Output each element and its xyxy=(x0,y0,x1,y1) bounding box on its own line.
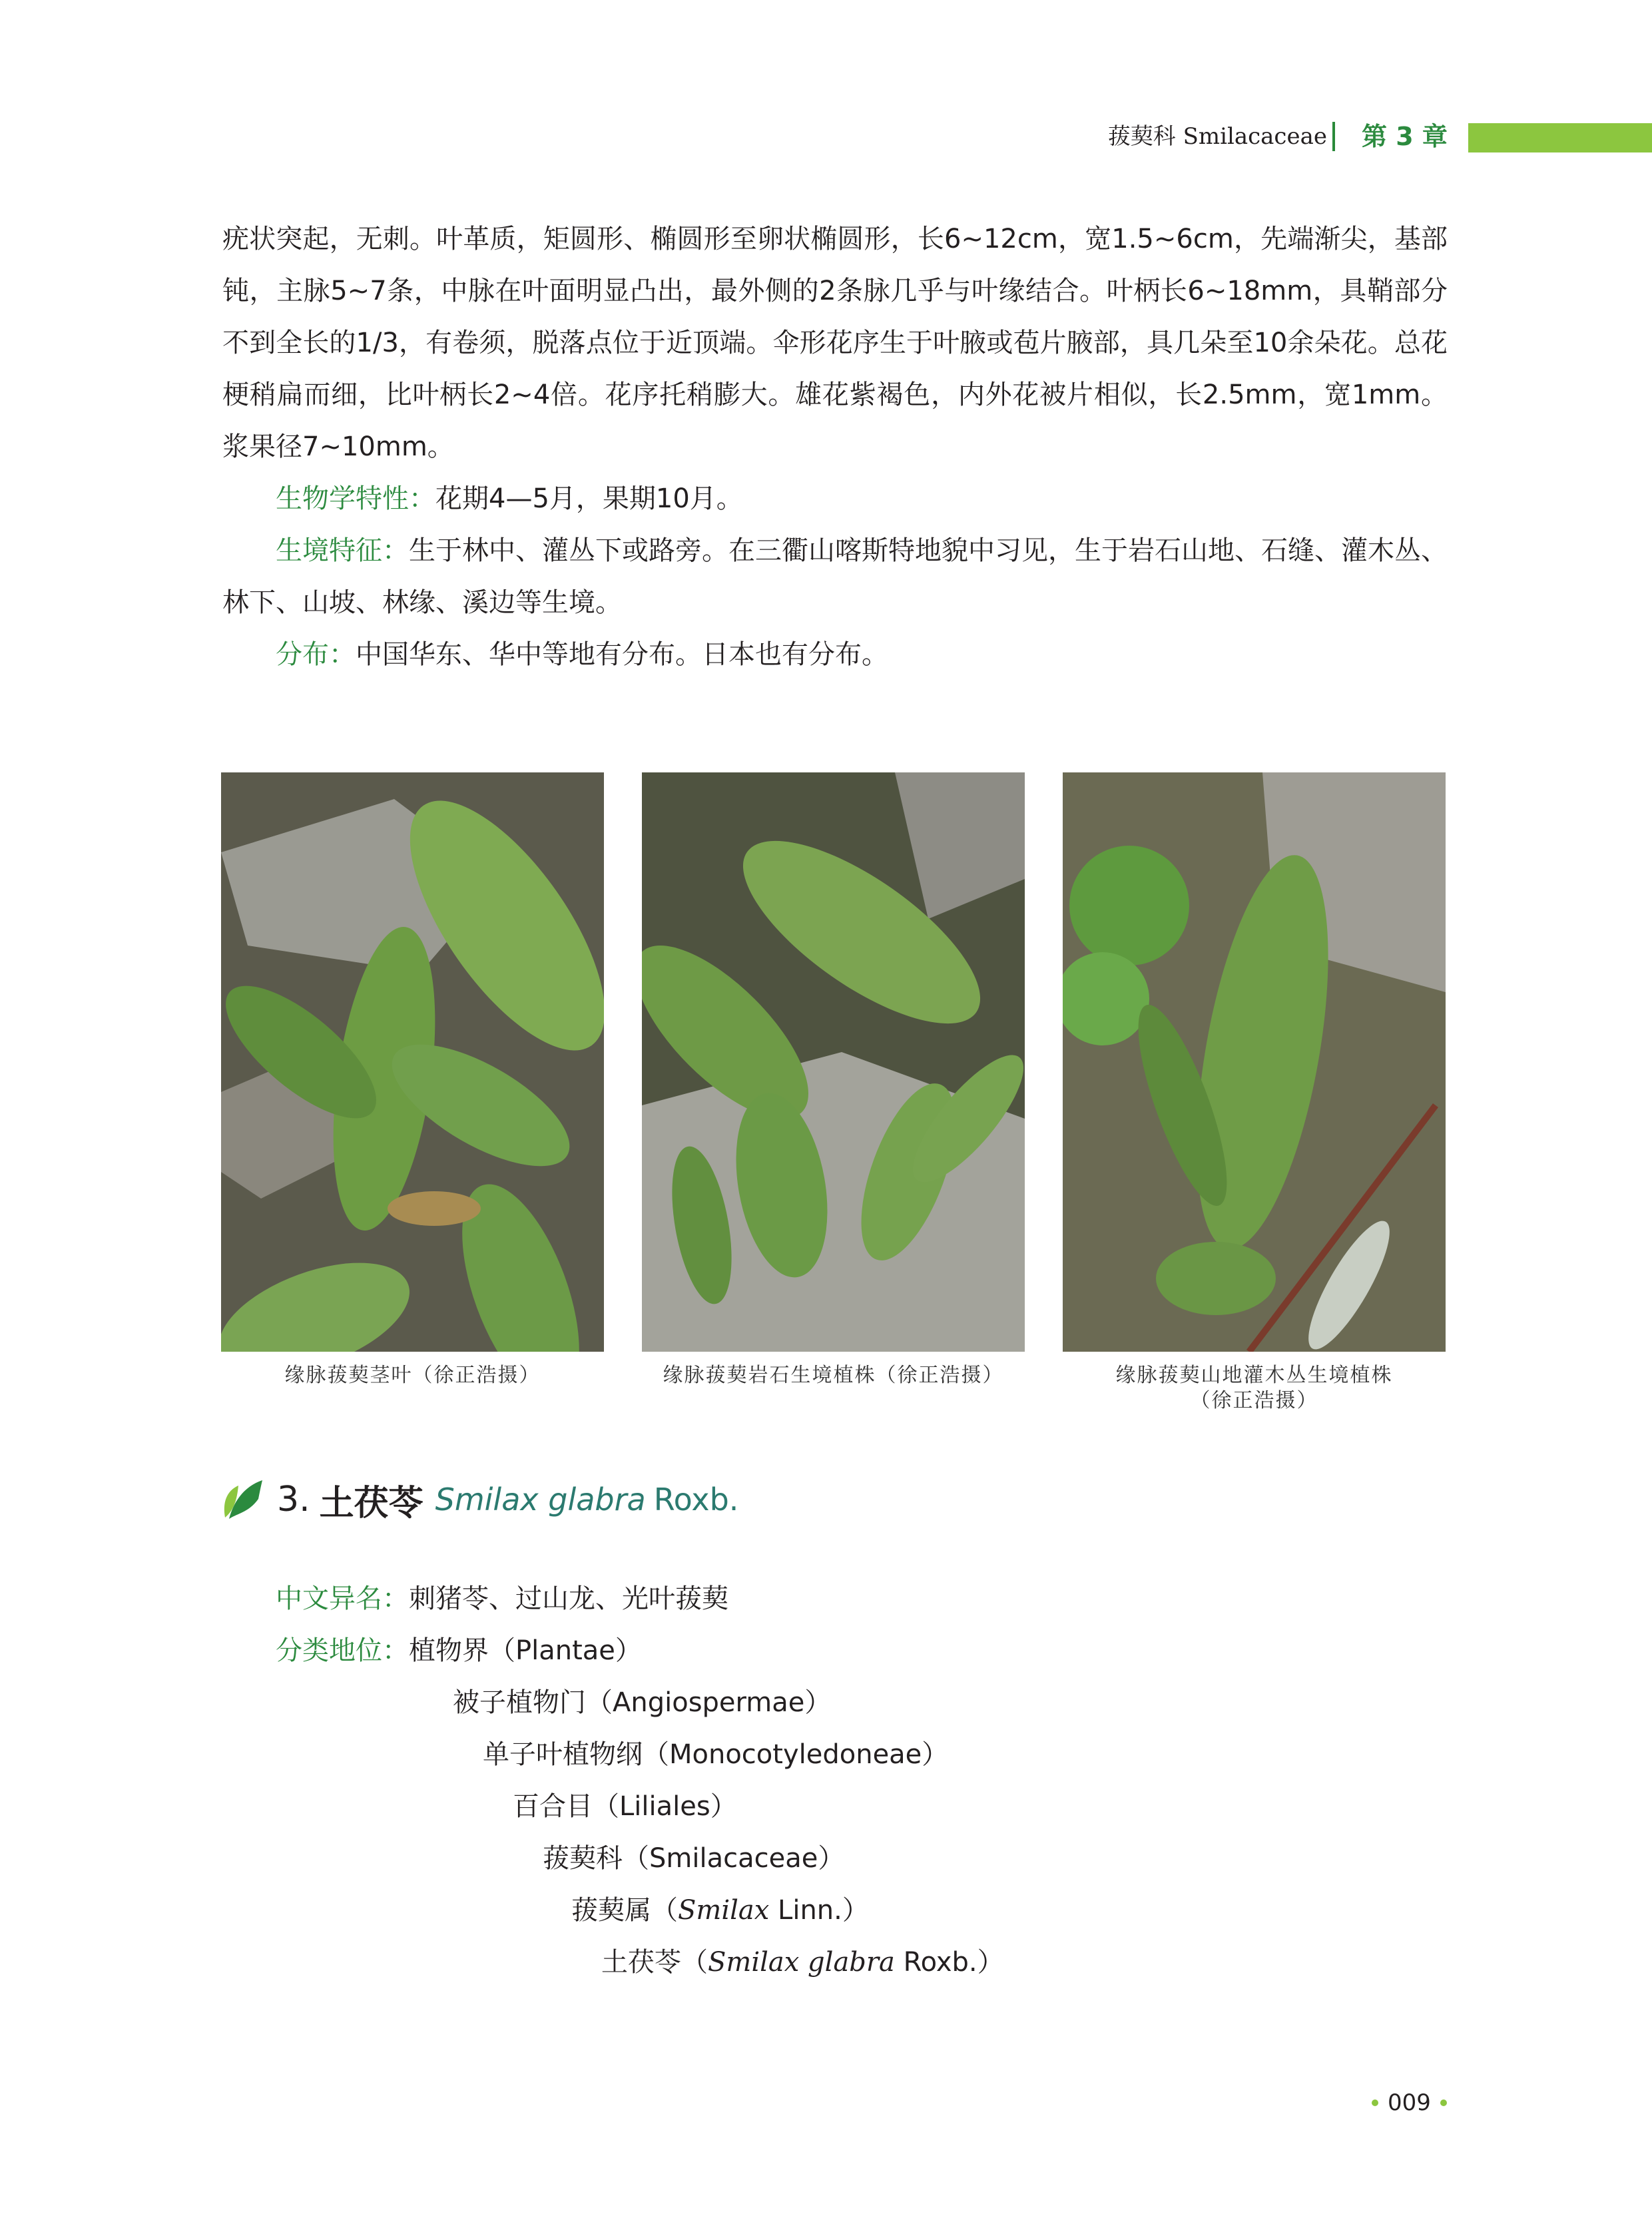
photo-rock-habitat xyxy=(642,772,1025,1352)
distribution-paragraph xyxy=(222,629,1448,681)
bio-label: 生物学特性： xyxy=(276,483,435,514)
taxonomy-line-kingdom xyxy=(276,1625,642,1677)
header-family-name: 菝葜科 Smilacaceae xyxy=(1107,123,1327,150)
page-dot-right xyxy=(1440,2099,1447,2106)
species-latin: Smilax glabra xyxy=(708,1947,895,1978)
distribution-label: 分布： xyxy=(276,639,356,670)
taxonomy-label: 分类地位： xyxy=(276,1635,409,1666)
genus-suffix: Linn.） xyxy=(769,1895,869,1926)
alias-label: 中文异名： xyxy=(276,1583,409,1614)
section-name-latin: Smilax glabra xyxy=(435,1482,646,1518)
alias-text: 刺猪苓、过山龙、光叶菝葜 xyxy=(409,1583,728,1614)
page-header xyxy=(0,117,1652,156)
leaf-icon xyxy=(220,1476,266,1523)
taxonomy-genus xyxy=(571,1884,869,1936)
bio-text: 花期4—5月，果期10月。 xyxy=(435,483,743,514)
photo-caption-3 xyxy=(1063,1363,1446,1414)
taxonomy-species xyxy=(601,1936,1004,1988)
distribution-text: 中国华东、华中等地有分布。日本也有分布。 xyxy=(356,639,888,670)
header-chapter: 第 3 章 xyxy=(1362,122,1448,151)
habitat-text: 生于林中、灌丛下或路旁。在三衢山喀斯特地貌中习见，生于岩石山地、石缝、灌木丛、林下、山坡、林缘、溪边等生境。 xyxy=(222,535,1448,618)
taxonomy-phylum: 被子植物门（Angiospermae） xyxy=(453,1687,832,1718)
header-separator xyxy=(1332,122,1335,151)
photo-caption-3-line2: （徐正浩摄） xyxy=(1190,1389,1318,1412)
species-prefix: 土茯苓（ xyxy=(601,1947,708,1978)
photo-stem-leaves xyxy=(221,772,604,1352)
description-paragraph: 疣状突起，无刺。叶革质，矩圆形、椭圆形至卵状椭圆形，长6~12cm，宽1.5~6cm，先端渐尖，基部钝，主脉5~7条，中脉在叶面明显凸出，最外侧的2条脉几乎与叶缘结合。叶柄长6~18mm，具鞘部分不到全长的1/3，有卷须，脱落点位于近顶端。伞形花序生于叶腋或苞片腋部，具几朵至10余朵花。总花梗稍扁而细，比叶柄长2~4倍。花序托稍膨大。雄花紫褐色，内外花被片相似，长2.5mm，宽1mm。浆果径7~10mm。 xyxy=(222,224,1448,462)
photo-caption-1: 缘脉菝葜茎叶（徐正浩摄） xyxy=(284,1364,541,1387)
page-dot-left xyxy=(1372,2099,1378,2106)
photo-shrub-habitat xyxy=(1063,772,1446,1352)
section-name-cn: 土茯苓 xyxy=(319,1483,423,1524)
taxonomy-class: 单子叶植物纲（Monocotyledoneae） xyxy=(483,1739,949,1770)
alias-line xyxy=(276,1573,728,1625)
genus-prefix: 菝葜属（ xyxy=(571,1895,678,1926)
section-number: 3. xyxy=(277,1480,310,1520)
bio-paragraph xyxy=(222,473,1448,525)
section-author: Roxb. xyxy=(653,1482,739,1518)
photo-caption-3-line1: 缘脉菝葜山地灌木丛生境植株 xyxy=(1115,1364,1393,1387)
section-heading xyxy=(220,1473,738,1526)
header-accent-bar xyxy=(1468,123,1652,152)
page-number xyxy=(1362,2089,1456,2116)
taxonomy-kingdom: 植物界（Plantae） xyxy=(409,1635,642,1666)
page-number-text: 009 xyxy=(1388,2089,1431,2116)
habitat-label: 生境特征： xyxy=(276,535,409,566)
taxonomy-family: 菝葜科（Smilacaceae） xyxy=(543,1843,845,1874)
photo-caption-2: 缘脉菝葜岩石生境植株（徐正浩摄） xyxy=(663,1364,1004,1387)
genus-latin: Smilax xyxy=(678,1895,770,1926)
habitat-paragraph xyxy=(222,525,1448,629)
species-suffix: Roxb.） xyxy=(894,1947,1004,1978)
description-block xyxy=(222,213,1448,681)
taxonomy-order: 百合目（Liliales） xyxy=(513,1791,737,1822)
